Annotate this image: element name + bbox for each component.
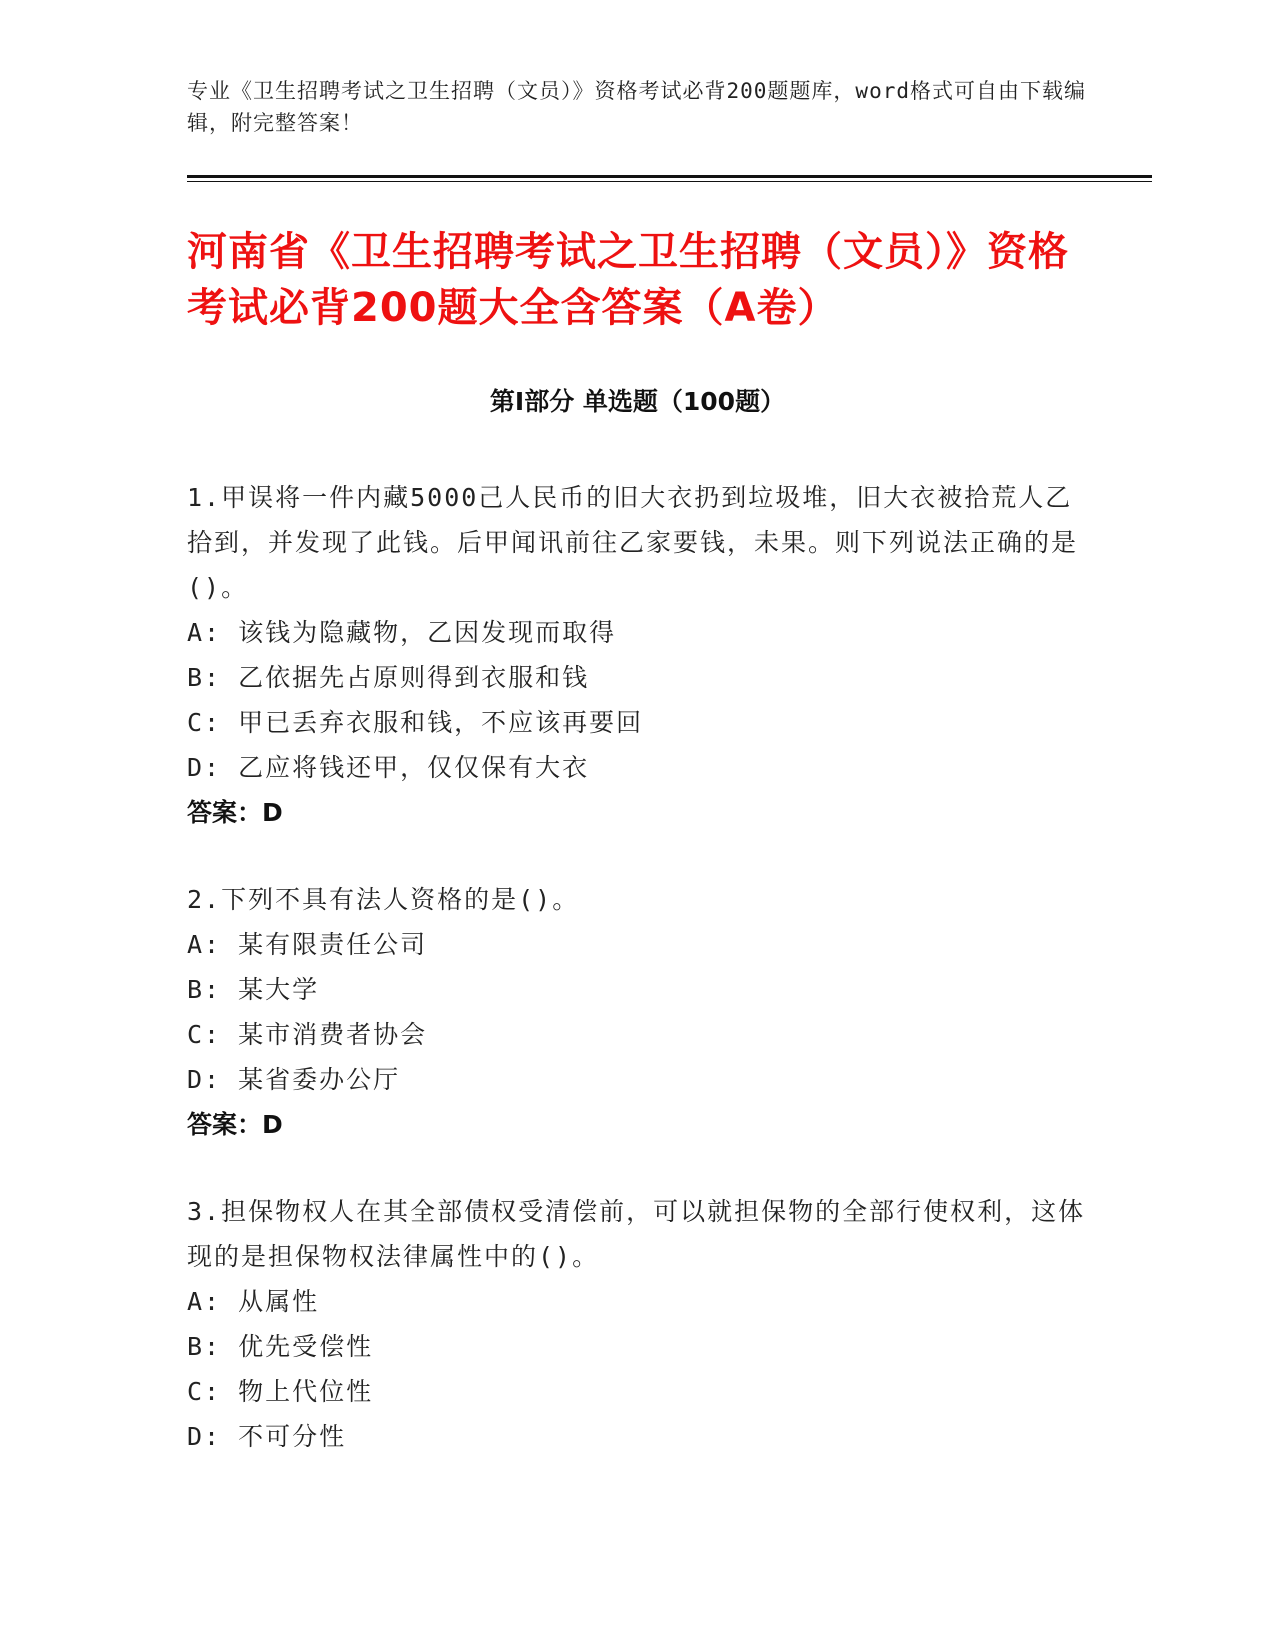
option-text: 某省委办公厅 <box>238 1065 401 1094</box>
section-heading: 第Ⅰ部分 单选题（100题） <box>489 387 786 416</box>
answer-line: 答案：D <box>187 798 283 827</box>
option-d <box>187 1057 1087 1102</box>
question-stem: 2.下列不具有法人资格的是()。 <box>187 885 580 914</box>
option-text: 某有限责任公司 <box>238 930 428 959</box>
option-letter: B: <box>187 663 222 692</box>
question-stem: 1.甲误将一件内藏5000己人民币的旧大衣扔到垃圾堆，旧大衣被拾荒人乙拾到，并发现了此钱。后甲闻讯前往乙家要钱，未果。则下列说法正确的是()。 <box>187 483 1079 602</box>
option-letter: C: <box>187 1377 222 1406</box>
option-letter: A: <box>187 618 222 647</box>
option-b <box>187 1324 1087 1369</box>
option-letter: D: <box>187 1065 222 1094</box>
option-b <box>187 967 1087 1012</box>
option-letter: D: <box>187 1422 222 1451</box>
option-a <box>187 922 1087 967</box>
question-list <box>187 475 1087 1501</box>
answer-line: 答案：D <box>187 1110 283 1139</box>
option-text: 某市消费者协会 <box>238 1020 428 1049</box>
option-text: 优先受偿性 <box>238 1332 374 1361</box>
option-d <box>187 745 1087 790</box>
option-letter: A: <box>187 1287 222 1316</box>
option-text: 甲已丢弃衣服和钱，不应该再要回 <box>238 708 644 737</box>
option-d <box>187 1414 1087 1459</box>
option-b <box>187 655 1087 700</box>
question-item <box>187 1189 1087 1459</box>
option-text: 从属性 <box>238 1287 320 1316</box>
option-text: 乙应将钱还甲，仅仅保有大衣 <box>238 753 590 782</box>
option-letter: B: <box>187 1332 222 1361</box>
option-text: 不可分性 <box>238 1422 347 1451</box>
option-text: 某大学 <box>238 975 320 1004</box>
option-text: 物上代位性 <box>238 1377 374 1406</box>
option-letter: C: <box>187 1020 222 1049</box>
option-a <box>187 610 1087 655</box>
option-c <box>187 1369 1087 1414</box>
option-c <box>187 1012 1087 1057</box>
option-letter: C: <box>187 708 222 737</box>
option-text: 该钱为隐藏物，乙因发现而取得 <box>238 618 617 647</box>
option-letter: B: <box>187 975 222 1004</box>
question-item <box>187 877 1087 1147</box>
question-item <box>187 475 1087 835</box>
document-title: 河南省《卫生招聘考试之卫生招聘（文员）》资格考试必背200题大全含答案（A卷） <box>187 229 1069 331</box>
header-rule-thick <box>187 175 1152 178</box>
option-c <box>187 700 1087 745</box>
header-rule-thin <box>187 181 1152 182</box>
option-text: 乙依据先占原则得到衣服和钱 <box>238 663 590 692</box>
option-letter: D: <box>187 753 222 782</box>
option-a <box>187 1279 1087 1324</box>
option-letter: A: <box>187 930 222 959</box>
header-note: 专业《卫生招聘考试之卫生招聘（文员）》资格考试必背200题题库，word格式可自由下载编辑，附完整答案！ <box>187 79 1086 135</box>
question-stem: 3.担保物权人在其全部债权受清偿前，可以就担保物的全部行使权利，这体现的是担保物权法律属性中的()。 <box>187 1197 1086 1271</box>
